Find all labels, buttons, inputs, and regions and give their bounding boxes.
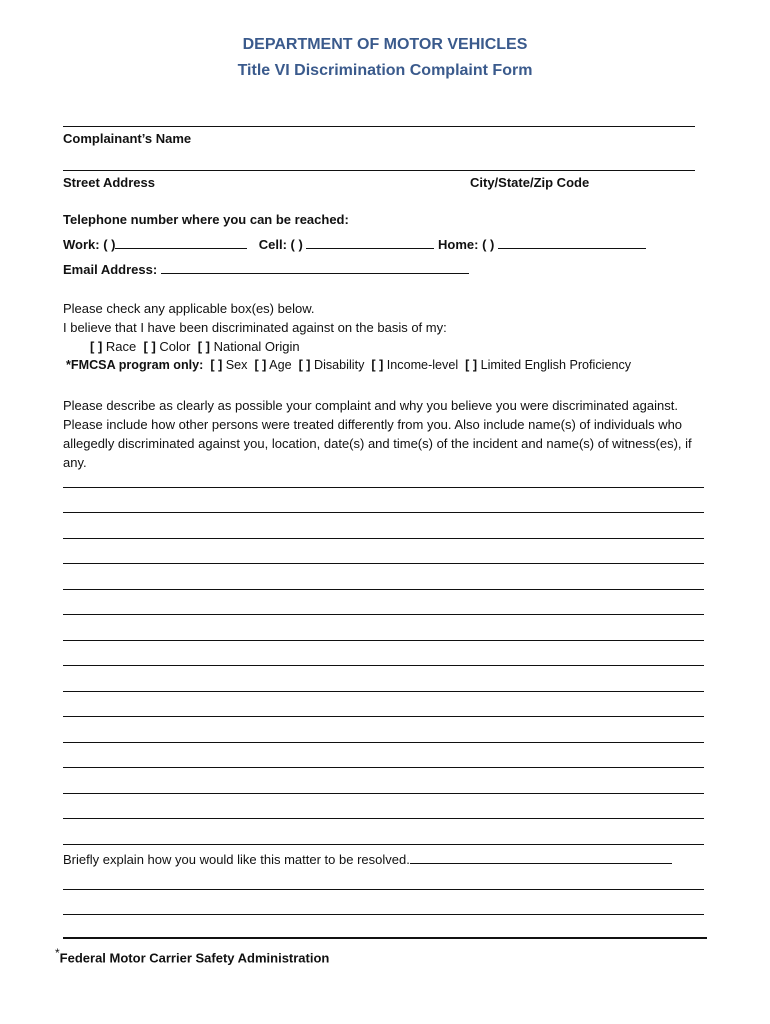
national-origin-option[interactable] bbox=[198, 339, 300, 354]
home-phone-field[interactable] bbox=[498, 236, 646, 249]
check-instruction: Please check any applicable box(es) below. bbox=[63, 301, 315, 316]
description-line[interactable] bbox=[63, 512, 704, 513]
fmcsa-label: *FMCSA program only: bbox=[66, 358, 204, 372]
disability-checkbox[interactable]: [ ] bbox=[298, 358, 311, 372]
race-checkbox[interactable]: [ ] bbox=[90, 339, 103, 354]
national-origin-checkbox[interactable]: [ ] bbox=[197, 339, 210, 354]
work-phone-field[interactable] bbox=[115, 236, 247, 249]
agency-title: DEPARTMENT OF MOTOR VEHICLES bbox=[242, 36, 528, 53]
address-input-line[interactable] bbox=[63, 170, 695, 171]
age-checkbox[interactable]: [ ] bbox=[254, 358, 267, 372]
description-line[interactable] bbox=[63, 818, 704, 819]
age-option[interactable] bbox=[254, 358, 291, 372]
phone-row bbox=[63, 236, 646, 252]
description-line[interactable] bbox=[63, 767, 704, 768]
lep-checkbox[interactable]: [ ] bbox=[465, 358, 478, 372]
description-line[interactable] bbox=[63, 665, 704, 666]
income-level-option[interactable] bbox=[371, 358, 458, 372]
description-line[interactable] bbox=[63, 487, 704, 488]
age-label: Age bbox=[269, 358, 292, 372]
footnote-text: Federal Motor Carrier Safety Administration bbox=[59, 950, 330, 966]
resolution-line[interactable] bbox=[63, 889, 704, 890]
color-option[interactable] bbox=[144, 339, 191, 354]
footnote-marker: * bbox=[55, 946, 60, 960]
description-line[interactable] bbox=[63, 538, 704, 539]
home-phone-label: Home: ( ) bbox=[438, 237, 495, 252]
resolution-field[interactable] bbox=[410, 851, 672, 864]
basis-statement: I believe that I have been discriminated against on the basis of my: bbox=[63, 320, 447, 335]
sex-option[interactable] bbox=[210, 358, 247, 372]
footnote-separator bbox=[63, 937, 707, 939]
email-field[interactable] bbox=[161, 261, 469, 274]
sex-label: Sex bbox=[225, 358, 248, 372]
income-level-label: Income-level bbox=[386, 358, 459, 372]
lep-option[interactable] bbox=[465, 358, 631, 372]
race-label: Race bbox=[105, 339, 137, 354]
resolution-row bbox=[63, 851, 672, 867]
description-line[interactable] bbox=[63, 589, 704, 590]
description-line[interactable] bbox=[63, 742, 704, 743]
form-header bbox=[0, 32, 770, 84]
name-label: Complainant’s Name bbox=[63, 131, 192, 146]
cell-phone-field[interactable] bbox=[306, 236, 434, 249]
general-options-row bbox=[90, 339, 300, 354]
telephone-heading: Telephone number where you can be reached: bbox=[63, 212, 349, 227]
income-level-checkbox[interactable]: [ ] bbox=[371, 358, 384, 372]
form-title: Title VI Discrimination Complaint Form bbox=[237, 62, 533, 79]
cell-phone-label: Cell: ( ) bbox=[258, 237, 303, 252]
email-row bbox=[63, 261, 469, 277]
description-prompt: Please describe as clearly as possible your complaint and why you believe you were discriminated against. Please include how other persons were treated differently from you. Also include name(s) of individuals who allegedly discriminated against you, location, date(s) and time(s) of the incident and name(s) of witness(es), if any. bbox=[63, 398, 692, 470]
national-origin-label: National Origin bbox=[213, 339, 300, 354]
description-line[interactable] bbox=[63, 640, 704, 641]
description-line[interactable] bbox=[63, 691, 704, 692]
description-line[interactable] bbox=[63, 844, 704, 845]
street-address-label: Street Address bbox=[63, 175, 155, 190]
description-line[interactable] bbox=[63, 716, 704, 717]
color-checkbox[interactable]: [ ] bbox=[143, 339, 156, 354]
footnote bbox=[55, 946, 329, 965]
work-phone-label: Work: ( ) bbox=[63, 237, 116, 252]
resolution-line[interactable] bbox=[63, 914, 704, 915]
description-line[interactable] bbox=[63, 614, 704, 615]
color-label: Color bbox=[159, 339, 191, 354]
disability-option[interactable] bbox=[299, 358, 365, 372]
lep-label: Limited English Proficiency bbox=[480, 358, 632, 372]
description-line[interactable] bbox=[63, 793, 704, 794]
race-option[interactable] bbox=[90, 339, 136, 354]
resolution-prompt: Briefly explain how you would like this matter to be resolved. bbox=[63, 852, 410, 867]
description-line[interactable] bbox=[63, 563, 704, 564]
fmcsa-options-row bbox=[66, 358, 631, 372]
email-label: Email Address: bbox=[63, 262, 158, 277]
city-state-zip-label: City/State/Zip Code bbox=[470, 175, 590, 190]
sex-checkbox[interactable]: [ ] bbox=[210, 358, 223, 372]
disability-label: Disability bbox=[313, 358, 365, 372]
name-input-line[interactable] bbox=[63, 126, 695, 127]
